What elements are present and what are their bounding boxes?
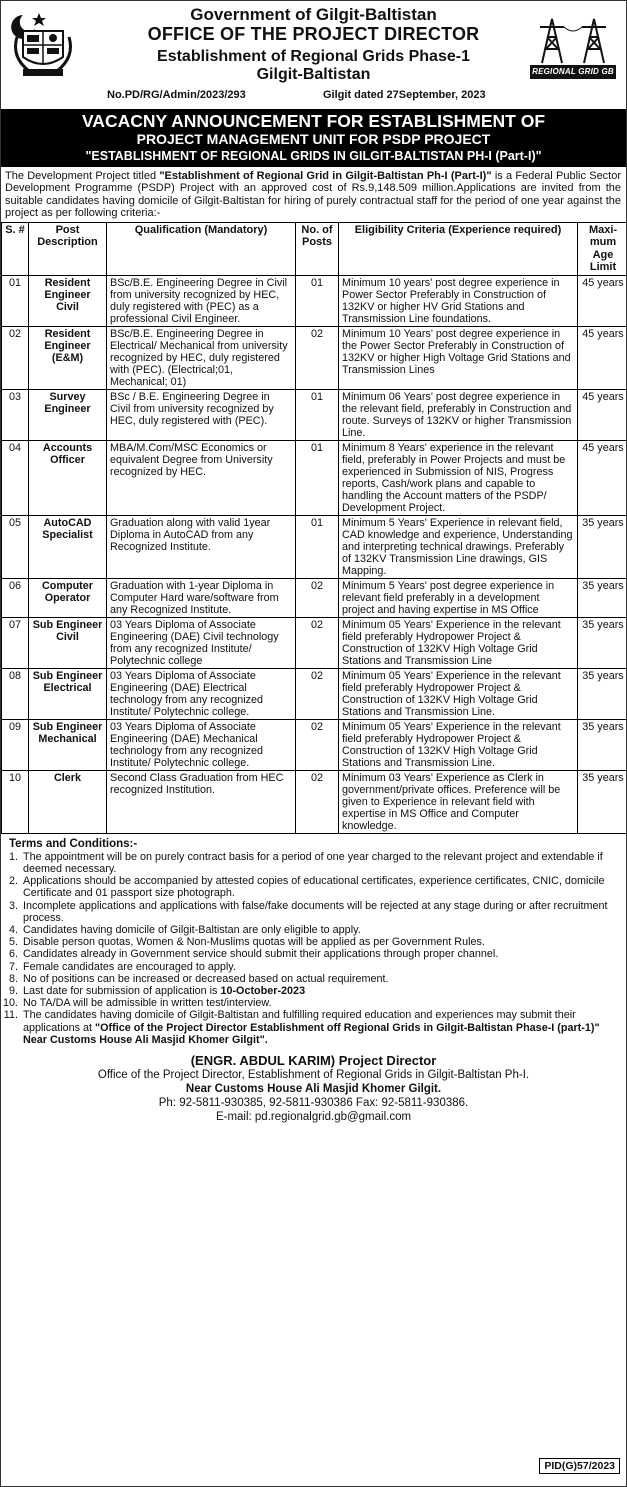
- row-post: Survey Engineer: [29, 389, 107, 440]
- pid-number: PID(G)57/2023: [539, 1458, 620, 1474]
- row-post: Resident Engineer (E&M): [29, 326, 107, 389]
- header: [1, 1, 626, 109]
- row-qualification: Graduation with 1-year Diploma in Computer Hard ware/software from any Recognized Institute.: [107, 578, 296, 617]
- intro-text-2: is a Federal Public Sector Development Programme (PSDP) Project with an approved cost of Rs.9,148.509 million.Applications are invited from the suitable candidates having domicile of Gilgit-Baltistan for hiring of purely contractual staff for the period of one year against the project as per following criteria:-: [5, 170, 622, 220]
- regional-grid-logo: [530, 13, 616, 79]
- row-sn: 09: [2, 719, 29, 770]
- terms-title: Terms and Conditions:-: [9, 837, 138, 850]
- row-age: 35 years: [578, 578, 627, 617]
- row-posts: 02: [296, 578, 339, 617]
- issue-date: Gilgit dated 27September, 2023: [323, 89, 486, 101]
- row-posts: 02: [296, 770, 339, 833]
- table-row: [2, 440, 627, 515]
- row-eligibility: Minimum 5 Years' Experience in relevant field, CAD knowledge and experience, Understanding and interpreting technical drawings. Preferably of 132KV Transmission Line drawings, GIS Mapping.: [339, 515, 578, 578]
- table-row: [2, 389, 627, 440]
- col-header-age: Maxi- mum Age Limit: [578, 222, 627, 275]
- row-qualification: 03 Years Diploma of Associate Engineering (DAE) Civil technology from any recognized Institute/ Polytechnic college: [107, 617, 296, 668]
- row-eligibility: Minimum 10 years' post degree experience in Power Sector Preferably in Construction of 132KV or higher HV Grid Stations and Transmission Line foundations.: [339, 275, 578, 326]
- table-row: [2, 719, 627, 770]
- term-item: 4. Candidates having domicile of Gilgit-Baltistan are only eligible to apply.: [21, 924, 620, 936]
- announcement-banner: [1, 109, 626, 167]
- row-sn: 08: [2, 668, 29, 719]
- row-post: Accounts Officer: [29, 440, 107, 515]
- table-row: [2, 668, 627, 719]
- row-qualification: BSc/B.E. Engineering Degree in Electrical/ Mechanical from university recognized by HEC, duly registered with (PEC). (Electrical;01, Mechanical; 01): [107, 326, 296, 389]
- announcement-title: VACACNY ANNOUNCEMENT FOR ESTABLISHMENT OF: [81, 111, 546, 131]
- signature-block: [1, 1054, 626, 1124]
- terms-section: [1, 834, 626, 1046]
- col-header-eligibility: Eligibility Criteria (Experience required): [339, 222, 578, 275]
- region-line: Gilgit-Baltistan: [256, 66, 371, 83]
- table-row: [2, 515, 627, 578]
- row-eligibility: Minimum 8 Years' experience in the relevant field, preferably in Power Projects and must be experienced in Submission of NIS, Progress reports, Cash/work plans and capable to handling the Account matters of the PSDP/ Development Project.: [339, 440, 578, 515]
- row-eligibility: Minimum 05 Years' Experience in the relevant field preferably Hydropower Project & Construction of 132KV High Voltage Grid Stations and Transmission Line.: [339, 668, 578, 719]
- row-age: 35 years: [578, 668, 627, 719]
- transmission-tower-icon: [530, 13, 616, 65]
- row-qualification: 03 Years Diploma of Associate Engineering (DAE) Mechanical technology from any recognized Institute/ Polytechnic college.: [107, 719, 296, 770]
- row-posts: 02: [296, 668, 339, 719]
- table-header-row: [2, 222, 627, 275]
- row-sn: 06: [2, 578, 29, 617]
- contact-phone: Ph: 92-5811-930385, 92-5811-930386 Fax: 92-5811-930386.: [158, 1097, 469, 1110]
- term-item-deadline: [21, 985, 620, 997]
- row-posts: 01: [296, 515, 339, 578]
- col-header-post: Post Description: [29, 222, 107, 275]
- table-row: [2, 275, 627, 326]
- row-eligibility: Minimum 05 Years' Experience in the relevant field preferably Hydropower Project & Construction of 132KV High Voltage Grid Stations and Transmission Line: [339, 617, 578, 668]
- submission-address: "Office of the Project Director Establishment off Regional Grids in Gilgit-Baltistan Phase-I (part-1)" Near Customs House Ali Masjid Khomer Gilgit".: [23, 1021, 600, 1046]
- row-sn: 05: [2, 515, 29, 578]
- row-qualification: MBA/M.Com/MSC Economics or equivalent Degree from University recognized by HEC.: [107, 440, 296, 515]
- col-header-sn: S. #: [2, 222, 29, 275]
- office-address: Office of the Project Director, Establishment of Regional Grids in Gilgit-Baltistan Ph-I.: [97, 1069, 530, 1082]
- row-post: Sub Engineer Electrical: [29, 668, 107, 719]
- row-sn: 07: [2, 617, 29, 668]
- term-item: 5. Disable person quotas, Women & Non-Muslims quotas will be applied as per Government Rules.: [21, 936, 620, 948]
- row-post: Clerk: [29, 770, 107, 833]
- term-item: 6. Candidates already in Government service should submit their applications through proper channel.: [21, 948, 620, 960]
- row-qualification: Second Class Graduation from HEC recognized Institution.: [107, 770, 296, 833]
- office-location: Near Customs House Ali Masjid Khomer Gilgit.: [185, 1083, 442, 1096]
- intro-text-1: The Development Project titled: [5, 170, 160, 182]
- project-line: Establishment of Regional Grids Phase-1: [157, 48, 470, 65]
- row-eligibility: Minimum 5 Years' post degree experience in relevant field preferably in a development project and having expertise in MS Office: [339, 578, 578, 617]
- row-age: 45 years: [578, 326, 627, 389]
- row-posts: 02: [296, 719, 339, 770]
- row-sn: 02: [2, 326, 29, 389]
- table-row: [2, 617, 627, 668]
- logo-label: REGIONAL GRID GB: [530, 65, 616, 79]
- row-sn: 03: [2, 389, 29, 440]
- row-qualification: 03 Years Diploma of Associate Engineering (DAE) Electrical technology from any recognized Institute/ Polytechnic college.: [107, 668, 296, 719]
- term-item: 8. No of positions can be increased or decreased based on actual requirement.: [21, 973, 620, 985]
- deadline-date: 10-October-2023: [220, 985, 306, 998]
- row-qualification: Graduation along with valid 1year Diploma in AutoCAD from any Recognized Institute.: [107, 515, 296, 578]
- row-eligibility: Minimum 03 Years' Experience as Clerk in government/private offices. Preference will be given to Experience in relevant field with expertise in MS Office and Computer knowledge.: [339, 770, 578, 833]
- table-row: [2, 578, 627, 617]
- term-item: 1. The appointment will be on purely contract basis for a period of one year charged to the relevant project and extendable if deemed necessary.: [21, 851, 620, 875]
- row-age: 35 years: [578, 515, 627, 578]
- col-header-qualification: Qualification (Mandatory): [107, 222, 296, 275]
- row-qualification: BSc / B.E. Engineering Degree in Civil from university recognized by HEC, duly registered with (PEC).: [107, 389, 296, 440]
- contact-email: E-mail: pd.regionalgrid.gb@gmail.com: [215, 1111, 412, 1124]
- row-age: 45 years: [578, 440, 627, 515]
- col-header-posts: No. of Posts: [296, 222, 339, 275]
- announcement-project: "ESTABLISHMENT OF REGIONAL GRIDS IN GILGIT-BALTISTAN PH-I (Part-I)": [85, 149, 542, 163]
- term-item: 3. Incomplete applications and applications with false/fake documents will be rejected at any stage during or after recruitment process.: [21, 900, 620, 924]
- row-age: 35 years: [578, 770, 627, 833]
- office-title: OFFICE OF THE PROJECT DIRECTOR: [147, 24, 480, 44]
- row-sn: 04: [2, 440, 29, 515]
- vacancy-table: [1, 222, 627, 834]
- term-item-address: [21, 1009, 620, 1046]
- row-posts: 01: [296, 389, 339, 440]
- row-post: Sub Engineer Mechanical: [29, 719, 107, 770]
- row-sn: 01: [2, 275, 29, 326]
- row-eligibility: Minimum 10 Years' post degree experience in the Power Sector Preferably in Construction of 132KV or higher High Voltage Grid Stations and Transmission Lines: [339, 326, 578, 389]
- row-posts: 02: [296, 617, 339, 668]
- deadline-text: Last date for submission of application is: [23, 985, 221, 998]
- row-post: AutoCAD Specialist: [29, 515, 107, 578]
- row-age: 35 years: [578, 719, 627, 770]
- row-sn: 10: [2, 770, 29, 833]
- issuer-line: Government of Gilgit-Baltistan: [190, 5, 437, 24]
- announcement-subtitle: PROJECT MANAGEMENT UNIT FOR PSDP PROJECT: [136, 131, 491, 147]
- term-item: 10. No TA/DA will be admissible in written test/interview.: [21, 997, 620, 1009]
- term-item: 7. Female candidates are encouraged to apply.: [21, 961, 620, 973]
- row-posts: 01: [296, 440, 339, 515]
- term-item: 2. Applications should be accompanied by attested copies of educational certificates, experience certificates, CNIC, domicile Certificate and 01 passport size photograph.: [21, 875, 620, 899]
- row-age: 45 years: [578, 275, 627, 326]
- row-post: Sub Engineer Civil: [29, 617, 107, 668]
- row-age: 35 years: [578, 617, 627, 668]
- row-qualification: BSc/B.E. Engineering Degree in Civil from university recognized by HEC, duly registered with (PEC) as a professional Civil Engineer.: [107, 275, 296, 326]
- table-row: [2, 770, 627, 833]
- signatory-name: (ENGR. ABDUL KARIM) Project Director: [190, 1053, 437, 1069]
- row-eligibility: Minimum 06 Years' post degree experience in the relevant field, preferably in Construction and route. Surveys of 132KV or higher Transmission Line.: [339, 389, 578, 440]
- row-posts: 02: [296, 326, 339, 389]
- intro-project-title: "Establishment of Regional Grid in Gilgit-Baltistan Ph-I (Part-I)": [159, 170, 492, 182]
- address-text: The candidates having domicile of Gilgit-Baltistan and fulfilling required education and experiences may submit their applications at: [23, 1009, 576, 1034]
- table-row: [2, 326, 627, 389]
- row-post: Resident Engineer Civil: [29, 275, 107, 326]
- intro-paragraph: [1, 167, 626, 222]
- row-post: Computer Operator: [29, 578, 107, 617]
- terms-list: [9, 851, 620, 1046]
- row-eligibility: Minimum 05 Years' Experience in the relevant field preferably Hydropower Project & Construction of 132KV High Voltage Grid Stations and Transmission Line.: [339, 719, 578, 770]
- row-posts: 01: [296, 275, 339, 326]
- row-age: 45 years: [578, 389, 627, 440]
- reference-number: No.PD/RG/Admin/2023/293: [107, 89, 246, 101]
